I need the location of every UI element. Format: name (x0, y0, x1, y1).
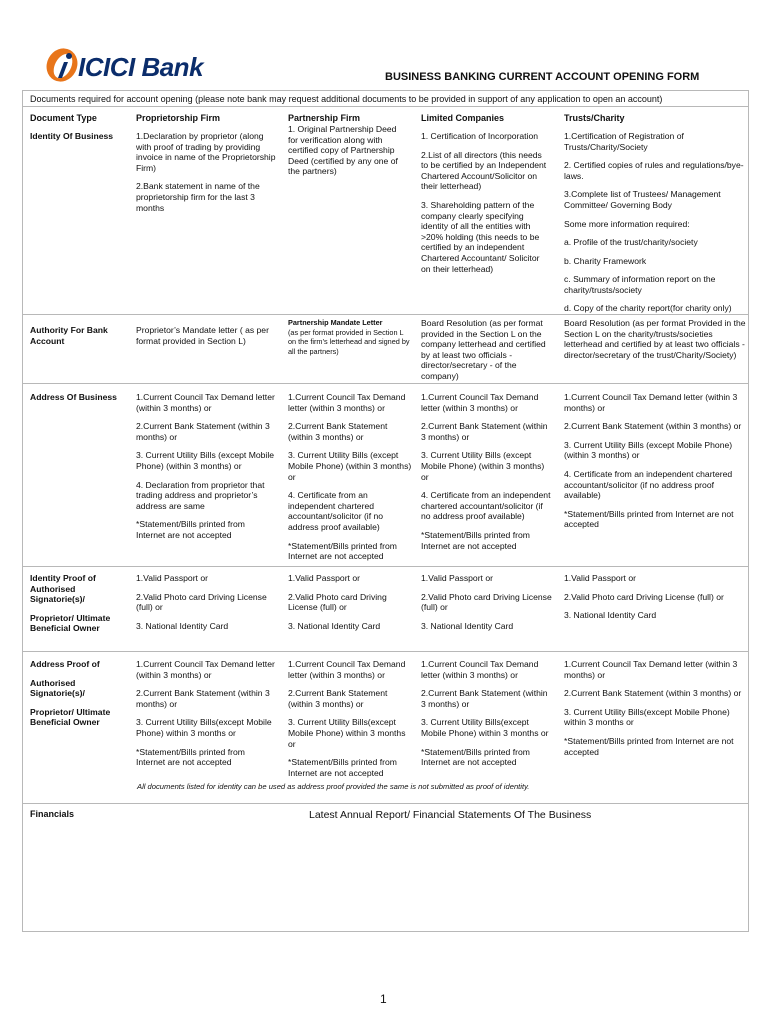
cell-text: 3. National Identity Card (136, 620, 229, 631)
column-header: Limited Companies (421, 113, 505, 123)
cell-text: 1.Current Council Tax Demand letter (within 3 months) or (136, 392, 275, 413)
cell-title: Partnership Mandate Letter (288, 318, 383, 327)
cell-text: (as per format provided in Section L on the firm’s letterhead and signed by all the partners) (288, 327, 410, 356)
cell-text: *Statement/Bills printed from Internet are not accepted (421, 529, 530, 551)
cell-text: 2.Current Bank Statement (within 3 months) or (421, 421, 548, 442)
cell-text: 2.List of all directors (this needs to be certified by an Independent Chartered Account/Solicitor on their letterhead) (421, 149, 547, 192)
cell-text: 2.Valid Photo card Driving License (full) or (136, 591, 267, 613)
financials-text: Latest Annual Report/ Financial Statements Of The Business (309, 809, 592, 821)
cell-text: d. Copy of the charity report(for charity only) (564, 302, 732, 313)
cell-text: 4. Declaration from proprietor that trading address and proprietor’s address are same (136, 479, 265, 511)
cell-text: 4. Certificate from an independent chartered accountant/solicitor (if no address proof available) (288, 490, 384, 532)
cell-text: b. Charity Framework (564, 255, 647, 266)
cell-text: 3. Current Utility Bills(except Mobile Phone) within 3 months or (421, 717, 549, 738)
cell-text: 2.Valid Photo card Driving License (full) or (288, 591, 387, 613)
table-divider (23, 383, 748, 384)
cell-text: 3. Current Utility Bills(except Mobile Phone) within 3 months or (288, 717, 406, 749)
trust-cell (564, 573, 746, 629)
cell-text: Some more information required: (564, 218, 690, 229)
table-divider (23, 651, 748, 652)
cell-text: 2. Certified copies of rules and regulations/bye-laws. (564, 160, 744, 181)
cell-text: 2.Current Bank Statement (within 3 months) or (421, 688, 548, 709)
cell-text: 2.Current Bank Statement (within 3 months) or (136, 421, 270, 442)
logo-text: ICICI Bank (78, 52, 204, 82)
trust-cell (564, 392, 746, 538)
cell-text: 3. National Identity Card (564, 610, 657, 621)
cell-text: 3. Current Utility Bills(except Mobile Phone) within 3 months or (136, 717, 272, 738)
partnership-cell (288, 124, 408, 185)
partnership-cell (288, 573, 412, 639)
trust-cell: Board Resolution (as per format Provided in the Section L on the charity/trusts/societies letterhead and certified by at least two officials - director/secretary of the trust/Charity/Society) (564, 318, 746, 360)
cell-text: 4. Certificate from an independent chartered accountant/solicitor (if no address proof available) (564, 468, 733, 501)
footnote: All documents listed for identity can be used as address proof provided the same is not submitted as proof of identity. (137, 782, 530, 791)
cell-text: 3.Complete list of Trustees/ Management Committee/ Governing Body (564, 189, 721, 210)
cell-text: 1.Current Council Tax Demand letter (within 3 months) or (564, 659, 738, 680)
limited-company-cell: Board Resolution (as per format provided in the Section L on the company letterhead and certified by at least two officials - director/secretary - of the company) (421, 318, 546, 381)
documents-note: Documents required for account opening (please note bank may request additional documents to be provided in support of any application to open an account) (30, 94, 663, 104)
cell-text: 1. Certification of Incorporation (421, 131, 539, 141)
cell-text: 1.Current Council Tax Demand letter (within 3 months) or (564, 392, 738, 413)
cell-text: c. Summary of information report on the charity/trusts/society (564, 274, 716, 295)
limited-company-cell (421, 131, 551, 282)
cell-text: 1.Current Council Tax Demand letter (within 3 months) or (288, 659, 406, 680)
cell-text: 2.Current Bank Statement (within 3 months) or (564, 421, 742, 432)
cell-text: 1.Declaration by proprietor (along with proof of trading by providing invoice in name of the Proprietorship Firm) (136, 131, 276, 173)
proprietorship-cell (136, 659, 276, 776)
cell-text: 3. Current Utility Bills (except Mobile Phone) (within 3 months) or (288, 450, 412, 482)
cell-text: *Statement/Bills printed from Internet are not accepted (136, 519, 245, 540)
proprietorship-cell (136, 131, 278, 221)
cell-text: *Statement/Bills printed from Internet are not accepted (288, 540, 397, 562)
row-label-line: Identity Proof of Authorised Signatorie(s)/ (30, 573, 96, 605)
row-label-line: Proprietor/ Ultimate Beneficial Owner (30, 706, 111, 728)
proprietorship-cell: Proprietor’s Mandate letter ( as per format provided in Section L) (136, 325, 269, 346)
cell-text: 1.Certification of Registration of Trusts/Charity/Society (564, 131, 684, 152)
cell-text: 2.Current Bank Statement (within 3 months) or (564, 688, 742, 699)
table-divider (23, 803, 748, 804)
cell-text: 2.Current Bank Statement (within 3 months) or (288, 421, 388, 442)
cell-text: 4. Certificate from an independent chartered accountant/solicitor (if no address proof available) (421, 490, 551, 522)
form-title: BUSINESS BANKING CURRENT ACCOUNT OPENING FORM (385, 71, 700, 83)
cell-text: 3. National Identity Card (421, 620, 514, 631)
cell-text: 3. Shareholding pattern of the company clearly specifying identity of all the entities with >20% holding (this needs to be certified by an independent Chartered Accountant/ Solicitor on their letterhead) (421, 199, 540, 274)
cell-text: 2.Current Bank Statement (within 3 months) or (288, 688, 388, 709)
cell-text: 1.Valid Passport or (136, 573, 208, 583)
row-label: Identity Of Business (30, 131, 114, 141)
limited-company-cell (421, 659, 553, 776)
cell-text: 3. National Identity Card (288, 620, 381, 631)
row-label: Authority For Bank Account (30, 325, 108, 346)
trust-cell (564, 659, 746, 765)
partnership-cell (288, 318, 412, 356)
limited-company-cell (421, 573, 553, 639)
column-header: Document Type (30, 113, 97, 123)
limited-company-cell (421, 392, 553, 559)
cell-text: 1.Valid Passport or (564, 573, 636, 583)
row-label-line: Address Proof of (30, 659, 100, 669)
cell-text: *Statement/Bills printed from Internet are not accepted (564, 508, 734, 530)
cell-text: *Statement/Bills printed from Internet are not accepted (288, 757, 397, 778)
row-label: Address Of Business (30, 392, 117, 402)
table-divider (23, 106, 748, 107)
column-header: Trusts/Charity (564, 113, 625, 123)
row-label: Financials (30, 809, 75, 819)
cell-text: 1.Current Council Tax Demand letter (within 3 months) or (421, 392, 539, 413)
cell-text: *Statement/Bills printed from Internet are not accepted (421, 746, 530, 768)
cell-text: 3. Current Utility Bills (except Mobile Phone) (within 3 months) or (421, 450, 545, 482)
column-header: Proprietorship Firm (136, 113, 221, 123)
cell-text: 2.Bank statement in name of the proprietorship firm for the last 3 months (136, 181, 260, 213)
cell-text: 2.Valid Photo card Driving License (full) or (564, 591, 724, 602)
cell-text: 3. Current Utility Bills (except Mobile Phone) (within 3 months) or (136, 450, 275, 471)
cell-text: 3. Current Utility Bills (except Mobile Phone) (within 3 months) or (564, 439, 733, 461)
cell-text: 2.Current Bank Statement (within 3 months) or (136, 688, 270, 709)
row-label (30, 659, 130, 736)
cell-text: *Statement/Bills printed from Internet are not accepted (136, 746, 245, 768)
trust-cell (564, 131, 746, 321)
cell-text: *Statement/Bills printed from Internet are not accepted (564, 735, 734, 757)
page-number: 1 (380, 992, 387, 1006)
cell-text: a. Profile of the trust/charity/society (564, 237, 698, 248)
proprietorship-cell (136, 573, 276, 639)
row-label-line: Authorised Signatorie(s)/ (30, 677, 85, 699)
column-header: Partnership Firm (288, 113, 361, 123)
cell-text: 1.Current Council Tax Demand letter (within 3 months) or (288, 392, 406, 413)
cell-text: 1. Original Partnership Deed for verification along with certified copy of Partnership Deed (certified by any one of the partners) (288, 124, 398, 177)
row-label (30, 573, 130, 642)
cell-text: 1.Current Council Tax Demand letter (within 3 months) or (136, 659, 275, 680)
cell-text: 1.Current Council Tax Demand letter (within 3 months) or (421, 659, 539, 680)
cell-text: 3. Current Utility Bills(except Mobile Phone) within 3 months or (564, 706, 730, 728)
partnership-cell (288, 659, 412, 786)
cell-text: 1.Valid Passport or (421, 573, 493, 583)
cell-text: 1.Valid Passport or (288, 573, 360, 583)
row-label-line: Proprietor/ Ultimate Beneficial Owner (30, 612, 111, 634)
cell-text: 2.Valid Photo card Driving License (full) or (421, 591, 552, 613)
proprietorship-cell (136, 392, 276, 549)
partnership-cell (288, 392, 412, 570)
